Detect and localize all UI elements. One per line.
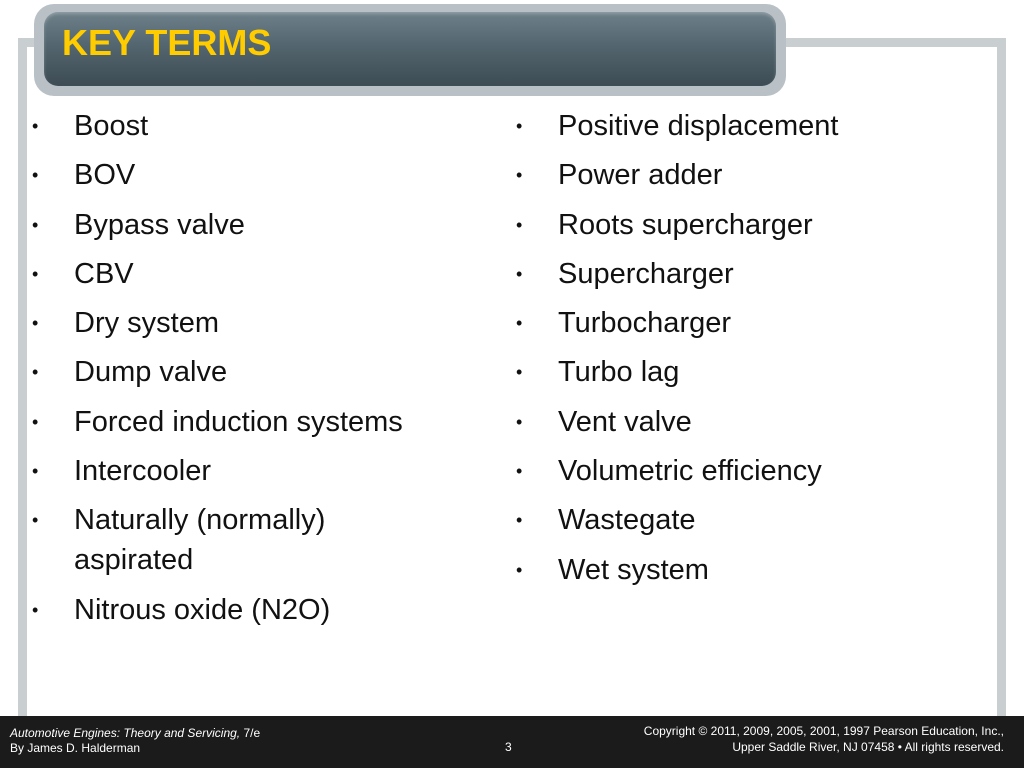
bullet-icon: • [32,263,39,284]
bullet-icon: • [32,362,39,383]
book-edition: 7/e [240,726,261,740]
term-item [32,106,482,146]
term-text: Intercooler [74,455,212,488]
term-text: Wet system [558,553,709,586]
page-number: 3 [505,740,512,754]
term-item [32,205,482,245]
copyright-line-1: Copyright © 2011, 2009, 2005, 2001, 1997 Pearson Education, Inc., [643,724,1004,738]
term-item [516,155,986,195]
bullet-icon: • [32,214,39,235]
frame-left-border [18,38,27,718]
term-item [516,303,986,343]
bullet-icon: • [32,165,39,186]
term-text: CBV [74,257,134,290]
bullet-icon: • [32,599,39,620]
copyright-line-2: Upper Saddle River, NJ 07458 • All rights reserved. [732,740,1004,754]
term-text: Naturally (normally) aspirated [74,504,326,577]
term-item [516,550,986,590]
term-text: Supercharger [558,257,734,290]
terms-list-right [516,106,986,599]
bullet-icon: • [516,411,523,432]
term-text: Dry system [74,307,219,340]
term-text: Volumetric efficiency [558,455,822,488]
bullet-icon: • [32,116,39,136]
term-text: Nitrous oxide (N2O) [74,593,331,626]
term-text: Dump valve [74,356,228,389]
term-item [516,352,986,392]
bullet-icon: • [516,116,523,136]
term-item [516,402,986,442]
term-item [516,205,986,245]
term-item [32,402,482,442]
term-text: Bypass valve [74,208,245,241]
slide-title: KEY TERMS [62,22,272,63]
bullet-icon: • [516,559,523,580]
term-text: BOV [74,159,136,192]
term-item [32,500,414,580]
term-item [32,451,482,491]
bullet-icon: • [516,263,523,284]
term-text: Forced induction systems [74,405,403,438]
term-item [32,155,482,195]
term-text: Boost [74,110,149,142]
term-text: Turbocharger [558,307,732,340]
copyright-notice [644,723,1004,755]
bullet-icon: • [32,510,39,531]
term-item [516,106,986,146]
bullet-icon: • [32,461,39,482]
bullet-icon: • [516,461,523,482]
bullet-icon: • [32,411,39,432]
term-item [32,254,482,294]
term-item [516,254,986,294]
terms-list-left [32,106,482,639]
term-text: Power adder [558,159,723,192]
term-text: Turbo lag [558,356,680,389]
bullet-icon: • [516,362,523,383]
term-item [516,451,986,491]
term-item [32,352,482,392]
term-item [516,500,986,540]
footer-book-info [10,726,260,756]
term-item [32,590,482,630]
bullet-icon: • [516,313,523,334]
book-title: Automotive Engines: Theory and Servicing, [10,726,241,740]
footer-bar [0,716,1024,768]
bullet-icon: • [32,313,39,334]
term-item [32,303,482,343]
term-text: Positive displacement [558,110,839,142]
term-text: Vent valve [558,405,692,438]
frame-right-border [997,38,1006,718]
term-text: Wastegate [558,504,696,537]
bullet-icon: • [516,510,523,531]
bullet-icon: • [516,214,523,235]
bullet-icon: • [516,165,523,186]
term-text: Roots supercharger [558,208,813,241]
book-author: By James D. Halderman [10,741,141,755]
